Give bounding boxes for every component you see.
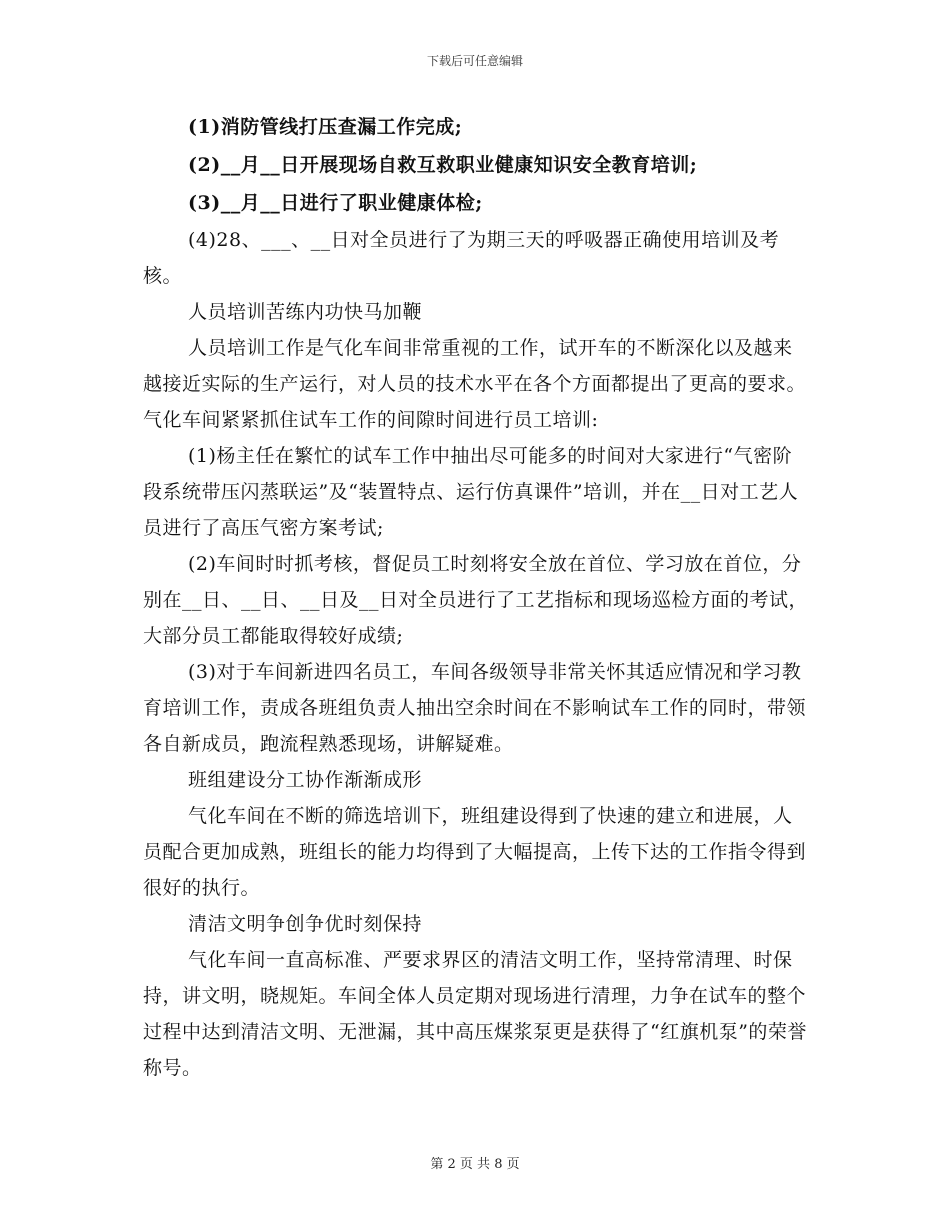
- paragraph-team: 气化车间在不断的筛选培训下，班组建设得到了快速的建立和进展，人员配合更加成熟，班组长的能力均得到了大幅提高，上传下达的工作指令得到很好的执行。: [143, 805, 807, 899]
- document-body: [143, 108, 808, 1086]
- item-3-health-check: (3)__月__日进行了职业健康体检;: [188, 192, 483, 214]
- section-heading-team: 班组建设分工协作渐渐成形: [188, 769, 423, 791]
- training-item-1: (1)杨主任在繁忙的试车工作中抽出尽可能多的时间对大家进行“气密阶段系统带压闪蒸联运”及“装置特点、运行仿真课件”培训，并在__日对工艺人员进行了高压气密方案考试;: [143, 445, 799, 539]
- training-item-2: (2)车间时时抓考核，督促员工时刻将安全放在首位、学习放在首位，分别在__日、__日、__日及__日对全员进行了工艺指标和现场巡检方面的考试，大部分员工都能取得较好成绩;: [143, 553, 809, 647]
- item-4-respirator-training: (4)28、___、__日对全员进行了为期三天的呼吸器正确使用培训及考核。: [143, 229, 780, 287]
- training-item-3: (3)对于车间新进四名员工，车间各级领导非常关怀其适应情况和学习教育培训工作，责成各班组负责人抽出空余时间在不影响试车工作的同时，带领各自新成员，跑流程熟悉现场，讲解疑难。: [143, 661, 807, 755]
- page-footer: 第 2 页 共 8 页: [430, 1157, 520, 1172]
- section-heading-training: 人员培训苦练内功快马加鞭: [188, 301, 423, 323]
- paragraph-training-intro: 人员培训工作是气化车间非常重视的工作，试开车的不断深化以及越来越接近实际的生产运行，对人员的技术水平在各个方面都提出了更高的要求。气化车间紧紧抓住试车工作的间隙时间进行员工培训:: [143, 337, 807, 431]
- item-1-fire-pipeline: (1)消防管线打压查漏工作完成;: [188, 116, 463, 138]
- item-2-safety-training: (2)__月__日开展现场自救互救职业健康知识安全教育培训;: [188, 154, 698, 176]
- section-heading-cleanliness: 清洁文明争创争优时刻保持: [188, 913, 423, 935]
- paragraph-cleanliness: 气化车间一直高标准、严要求界区的清洁文明工作，坚持常清理、时保持，讲文明，晓规矩。车间全体人员定期对现场进行清理，力争在试车的整个过程中达到清洁文明、无泄漏，其中高压煤浆泵更是获得了“红旗机泵”的荣誉称号。: [143, 949, 807, 1079]
- page-header: 下载后可任意编辑: [426, 54, 523, 68]
